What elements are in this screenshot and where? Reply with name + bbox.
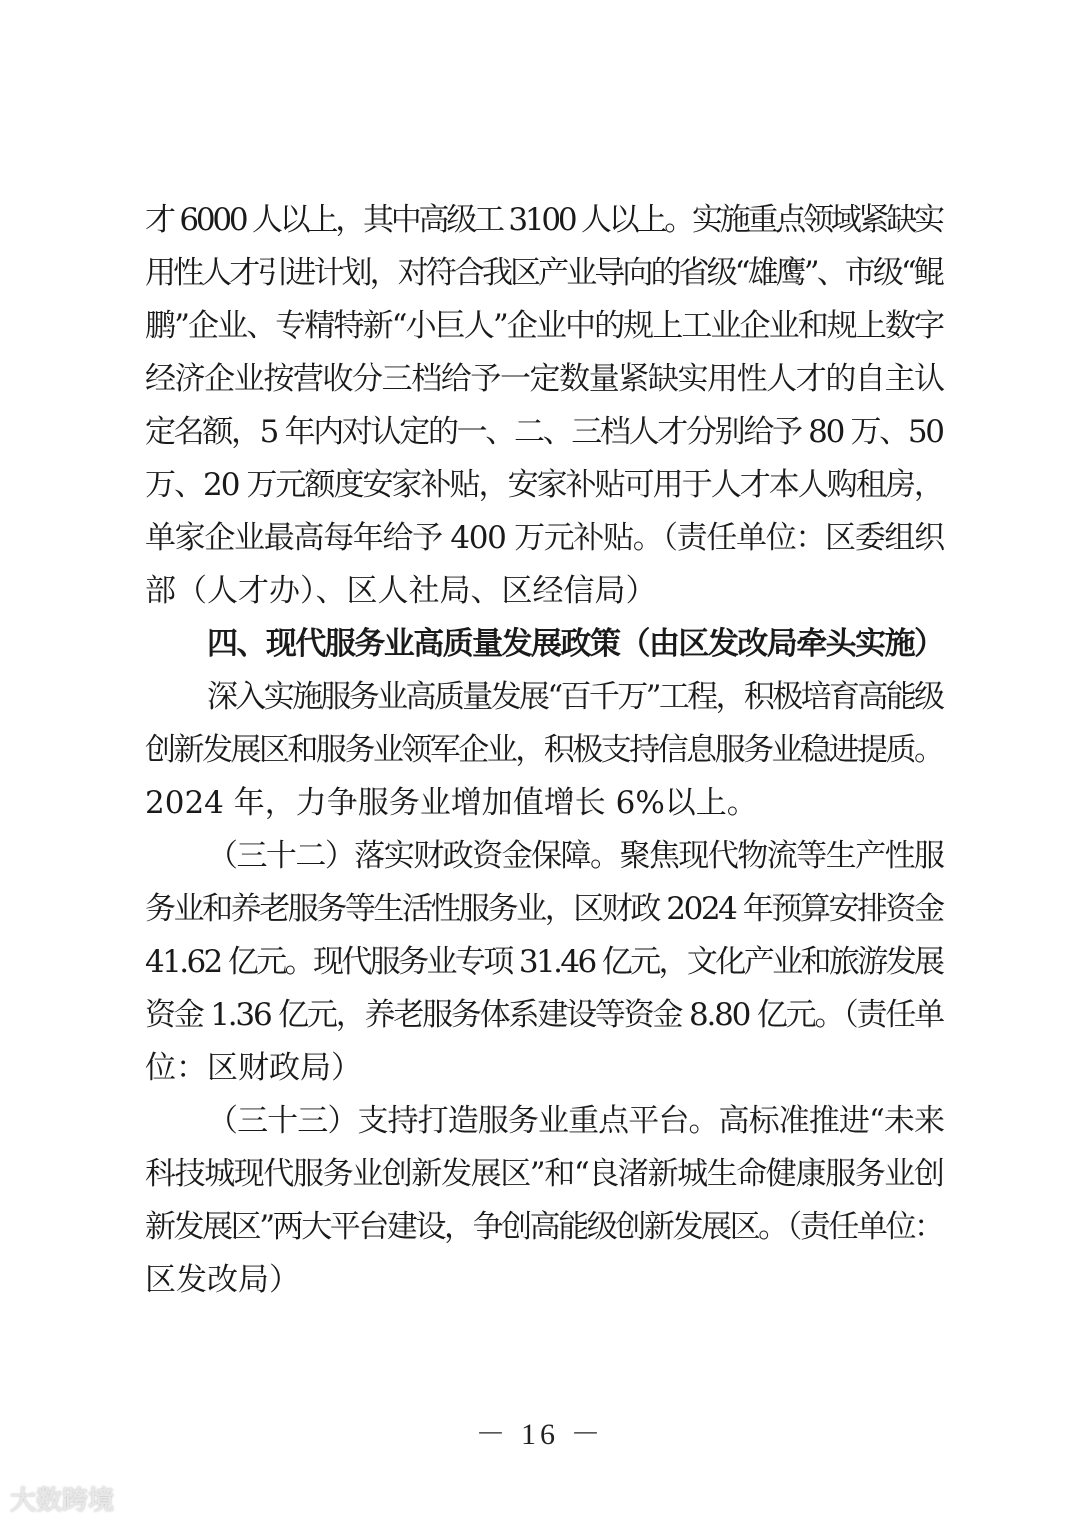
text-line: 定名额，5 年内对认定的一、二、三档人才分别给予 80 万、50	[145, 414, 943, 450]
text-line: 位：区财政局）	[145, 1050, 362, 1086]
watermark-logo: 大数跨境	[10, 1486, 115, 1516]
text-line: 创新发展区和服务业领军企业，积极支持信息服务业稳进提质。	[145, 732, 943, 768]
text-line: （三十三）支持打造服务业重点平台。高标准推进“未来	[207, 1103, 945, 1139]
text-line: 部（人才办）、区人社局、区经信局）	[145, 573, 657, 609]
text-line: 科技城现代服务业创新发展区”和“良渚新城生命健康服务业创	[145, 1156, 944, 1192]
text-line: 才 6000 人以上，其中高级工 3100 人以上。实施重点领域紧缺实	[145, 202, 942, 238]
section-heading: 四、现代服务业高质量发展政策（由区发改局牵头实施）	[207, 626, 944, 662]
text-line: 新发展区”两大平台建设，争创高能级创新发展区。（责任单位：	[145, 1209, 943, 1245]
text-line: 用性人才引进计划，对符合我区产业导向的省级“雄鹰”、市级“鲲	[145, 255, 942, 291]
page-number: － 16 －	[475, 1418, 605, 1451]
text-line: 资金 1.36 亿元，养老服务体系建设等资金 8.80 亿元。（责任单	[145, 997, 943, 1033]
text-line: 2024 年，力争服务业增加值增长 6%以上。	[145, 785, 758, 821]
text-line: 深入实施服务业高质量发展“百千万”工程，积极培育高能级	[207, 679, 943, 715]
text-line: 经济企业按营收分三档给予一定数量紧缺实用性人才的自主认	[145, 361, 944, 397]
text-line: 41.62 亿元。现代服务业专项 31.46 亿元，文化产业和旅游发展	[145, 944, 943, 980]
text-line: 务业和养老服务等生活性服务业，区财政 2024 年预算安排资金	[145, 891, 943, 927]
text-line: （三十二）落实财政资金保障。聚焦现代物流等生产性服	[207, 838, 944, 874]
text-line: 单家企业最高每年给予 400 万元补贴。（责任单位：区委组织	[145, 520, 944, 556]
text-line: 鹏”企业、专精特新“小巨人”企业中的规上工业企业和规上数字	[145, 308, 944, 344]
text-line: 万、20 万元额度安家补贴，安家补贴可用于人才本人购租房，	[145, 467, 943, 503]
text-line: 区发改局）	[145, 1262, 300, 1298]
